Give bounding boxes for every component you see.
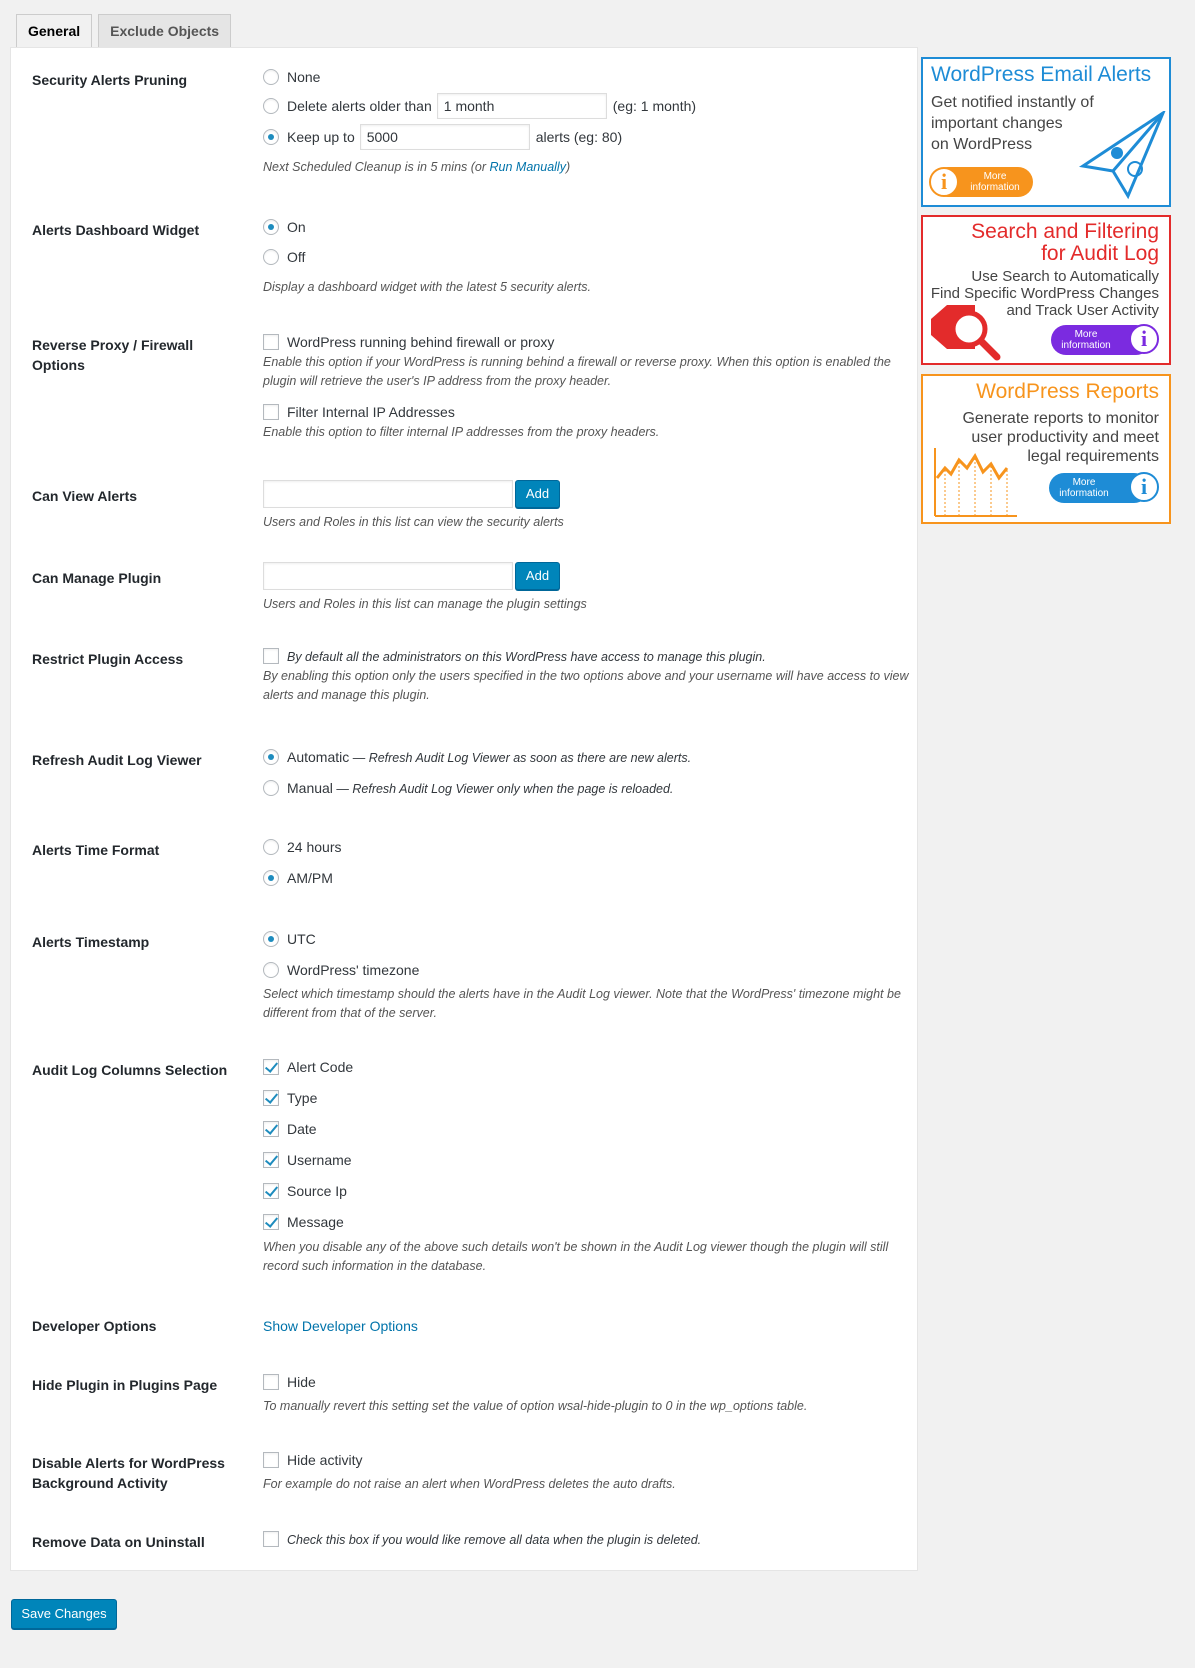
option-column-date[interactable]: Date	[263, 1118, 317, 1140]
checkbox-restrict-access[interactable]	[263, 648, 279, 664]
info-icon: i	[1129, 324, 1159, 354]
checkbox-column-source-ip[interactable]	[263, 1183, 279, 1199]
checkbox-column-alert-code[interactable]	[263, 1059, 279, 1075]
radio-pruning-none[interactable]	[263, 69, 279, 85]
save-changes-button[interactable]: Save Changes	[11, 1599, 117, 1629]
radio-pruning-delete-older[interactable]	[263, 98, 279, 114]
paper-plane-icon	[1073, 111, 1168, 201]
radio-timestamp-wp[interactable]	[263, 962, 279, 978]
option-hide-plugin[interactable]: Hide	[263, 1371, 316, 1393]
checkbox-column-username[interactable]	[263, 1152, 279, 1168]
checkbox-column-type[interactable]	[263, 1090, 279, 1106]
info-icon: i	[1129, 472, 1159, 502]
timestamp-description: Select which timestamp should the alerts have in the Audit Log viewer. Note that the WordPress' timezone might be different from that of the server.	[263, 987, 901, 1020]
option-column-username[interactable]: Username	[263, 1149, 352, 1171]
option-time-24h[interactable]: 24 hours	[263, 836, 341, 858]
tab-general[interactable]: General	[16, 14, 92, 49]
can-view-add-button[interactable]: Add	[515, 480, 560, 508]
tab-bar	[16, 14, 237, 48]
checkbox-hide-activity[interactable]	[263, 1452, 279, 1468]
report-chart-icon	[931, 438, 1021, 520]
label-alerts-dashboard-widget: Alerts Dashboard Widget	[32, 222, 200, 238]
can-view-description: Users and Roles in this list can view the security alerts	[263, 515, 564, 529]
radio-pruning-keep-up[interactable]	[263, 129, 279, 145]
disable-alerts-description: For example do not raise an alert when WordPress deletes the auto drafts.	[263, 1477, 676, 1491]
checkbox-column-date[interactable]	[263, 1121, 279, 1137]
option-column-message[interactable]: Message	[263, 1211, 344, 1233]
option-column-source-ip[interactable]: Source Ip	[263, 1180, 347, 1202]
ad-search-more-button[interactable]: More information	[1051, 325, 1151, 355]
info-icon: i	[929, 167, 959, 197]
ad-reports-line1: Generate reports to monitor	[962, 410, 1159, 427]
can-manage-input[interactable]	[263, 562, 513, 590]
label-can-manage-plugin: Can Manage Plugin	[32, 570, 162, 586]
radio-timestamp-utc[interactable]	[263, 931, 279, 947]
label-reverse-proxy: Reverse Proxy / Firewall Options	[32, 337, 194, 373]
can-manage-add-button[interactable]: Add	[515, 562, 560, 590]
ad-search-filtering[interactable]	[921, 215, 1171, 365]
radio-time-24h[interactable]	[263, 839, 279, 855]
ad-reports-line2: user productivity and meet	[971, 429, 1159, 446]
option-restrict-access[interactable]: By default all the administrators on this WordPress have access to manage this plugin.	[263, 645, 766, 667]
option-time-ampm[interactable]: AM/PM	[263, 867, 333, 889]
label-restrict-plugin-access: Restrict Plugin Access	[32, 651, 184, 667]
option-widget-off[interactable]: Off	[263, 246, 305, 268]
hide-plugin-description: To manually revert this setting set the value of option wsal-hide-plugin to 0 in the wp_options table.	[263, 1399, 808, 1413]
ad-email-alerts-line3: on WordPress	[931, 136, 1033, 153]
option-refresh-automatic[interactable]: Automatic — Refresh Audit Log Viewer as soon as there are new alerts.	[263, 746, 691, 768]
checkbox-remove-data[interactable]	[263, 1531, 279, 1547]
ad-reports-more-button[interactable]: More information	[1049, 473, 1149, 503]
label-remove-data: Remove Data on Uninstall	[32, 1534, 205, 1550]
label-disable-background-alerts: Disable Alerts for WordPress Background Activity	[32, 1455, 225, 1491]
option-pruning-keep-up[interactable]: Keep up to 5000 alerts (eg: 80)	[263, 126, 622, 148]
option-remove-data[interactable]: Check this box if you would like remove all data when the plugin is deleted.	[263, 1528, 701, 1550]
option-timestamp-wp[interactable]: WordPress' timezone	[263, 959, 419, 981]
label-security-alerts-pruning: Security Alerts Pruning	[32, 72, 188, 88]
ad-search-line2: Find Specific WordPress Changes	[930, 285, 1159, 302]
ad-wordpress-reports[interactable]	[921, 374, 1171, 524]
label-alerts-time-format: Alerts Time Format	[32, 842, 160, 858]
option-widget-on[interactable]: On	[263, 216, 306, 238]
option-timestamp-utc[interactable]: UTC	[263, 928, 316, 950]
ad-search-line1: Use Search to Automatically	[971, 268, 1159, 285]
label-developer-options: Developer Options	[32, 1318, 157, 1334]
option-filter-internal-ip[interactable]: Filter Internal IP Addresses	[263, 401, 455, 423]
ad-email-alerts[interactable]	[921, 57, 1171, 207]
columns-description: When you disable any of the above such details won't be shown in the Audit Log viewer though the plugin will still record such information in the database.	[263, 1240, 889, 1273]
show-developer-options-link[interactable]: Show Developer Options	[263, 1318, 418, 1334]
next-cleanup-text: Next Scheduled Cleanup is in 5 mins (or Run Manually)	[263, 160, 571, 174]
radio-time-ampm[interactable]	[263, 870, 279, 886]
filter-ip-description: Enable this option to filter internal IP addresses from the proxy headers.	[263, 425, 660, 439]
radio-widget-off[interactable]	[263, 249, 279, 265]
option-behind-proxy[interactable]: WordPress running behind firewall or proxy	[263, 331, 554, 353]
can-view-input[interactable]	[263, 480, 513, 508]
option-hide-activity[interactable]: Hide activity	[263, 1449, 362, 1471]
tab-exclude-objects[interactable]: Exclude Objects	[98, 14, 231, 48]
checkbox-column-message[interactable]	[263, 1214, 279, 1230]
ad-reports-title: WordPress Reports	[976, 380, 1159, 403]
ad-search-line3: and Track User Activity	[1006, 302, 1159, 319]
option-pruning-delete-older[interactable]: Delete alerts older than 1 month (eg: 1 month)	[263, 95, 696, 117]
ad-email-more-button[interactable]: More information	[933, 167, 1033, 197]
radio-refresh-automatic[interactable]	[263, 749, 279, 765]
settings-panel	[10, 47, 918, 1571]
proxy-description: Enable this option if your WordPress is running behind a firewall or reverse proxy. When this option is enabled the plugin will retrieve the user's IP address from the proxy header.	[263, 355, 891, 388]
option-refresh-manual[interactable]: Manual — Refresh Audit Log Viewer only when the page is reloaded.	[263, 777, 673, 799]
ad-search-title-2: for Audit Log	[1041, 242, 1159, 265]
label-alerts-timestamp: Alerts Timestamp	[32, 934, 150, 950]
option-pruning-none[interactable]: None	[263, 66, 320, 88]
keep-up-input[interactable]: 5000	[360, 124, 530, 150]
label-hide-plugin: Hide Plugin in Plugins Page	[32, 1377, 218, 1393]
radio-widget-on[interactable]	[263, 219, 279, 235]
checkbox-behind-proxy[interactable]	[263, 334, 279, 350]
label-refresh-audit-log: Refresh Audit Log Viewer	[32, 752, 202, 768]
restrict-description: By enabling this option only the users specified in the two options above and your username will have access to view alerts and manage this plugin.	[263, 669, 909, 702]
ad-reports-line3: legal requirements	[1027, 448, 1159, 465]
ad-search-title-1: Search and Filtering	[971, 220, 1159, 243]
label-audit-log-columns: Audit Log Columns Selection	[32, 1062, 228, 1078]
ad-email-alerts-title: WordPress Email Alerts	[931, 63, 1152, 86]
delete-older-input[interactable]: 1 month	[437, 93, 607, 119]
option-column-alert-code[interactable]: Alert Code	[263, 1056, 353, 1078]
radio-refresh-manual[interactable]	[263, 780, 279, 796]
magnifier-tag-icon	[929, 299, 1004, 361]
checkbox-hide-plugin[interactable]	[263, 1374, 279, 1390]
ad-email-alerts-line2: important changes	[931, 115, 1063, 132]
widget-description: Display a dashboard widget with the latest 5 security alerts.	[263, 280, 591, 294]
label-can-view-alerts: Can View Alerts	[32, 488, 138, 504]
option-column-type[interactable]: Type	[263, 1087, 317, 1109]
ad-email-alerts-line1: Get notified instantly of	[931, 94, 1094, 111]
checkbox-filter-internal-ip[interactable]	[263, 404, 279, 420]
run-manually-link[interactable]: Run Manually	[489, 160, 566, 174]
can-manage-description: Users and Roles in this list can manage the plugin settings	[263, 597, 587, 611]
